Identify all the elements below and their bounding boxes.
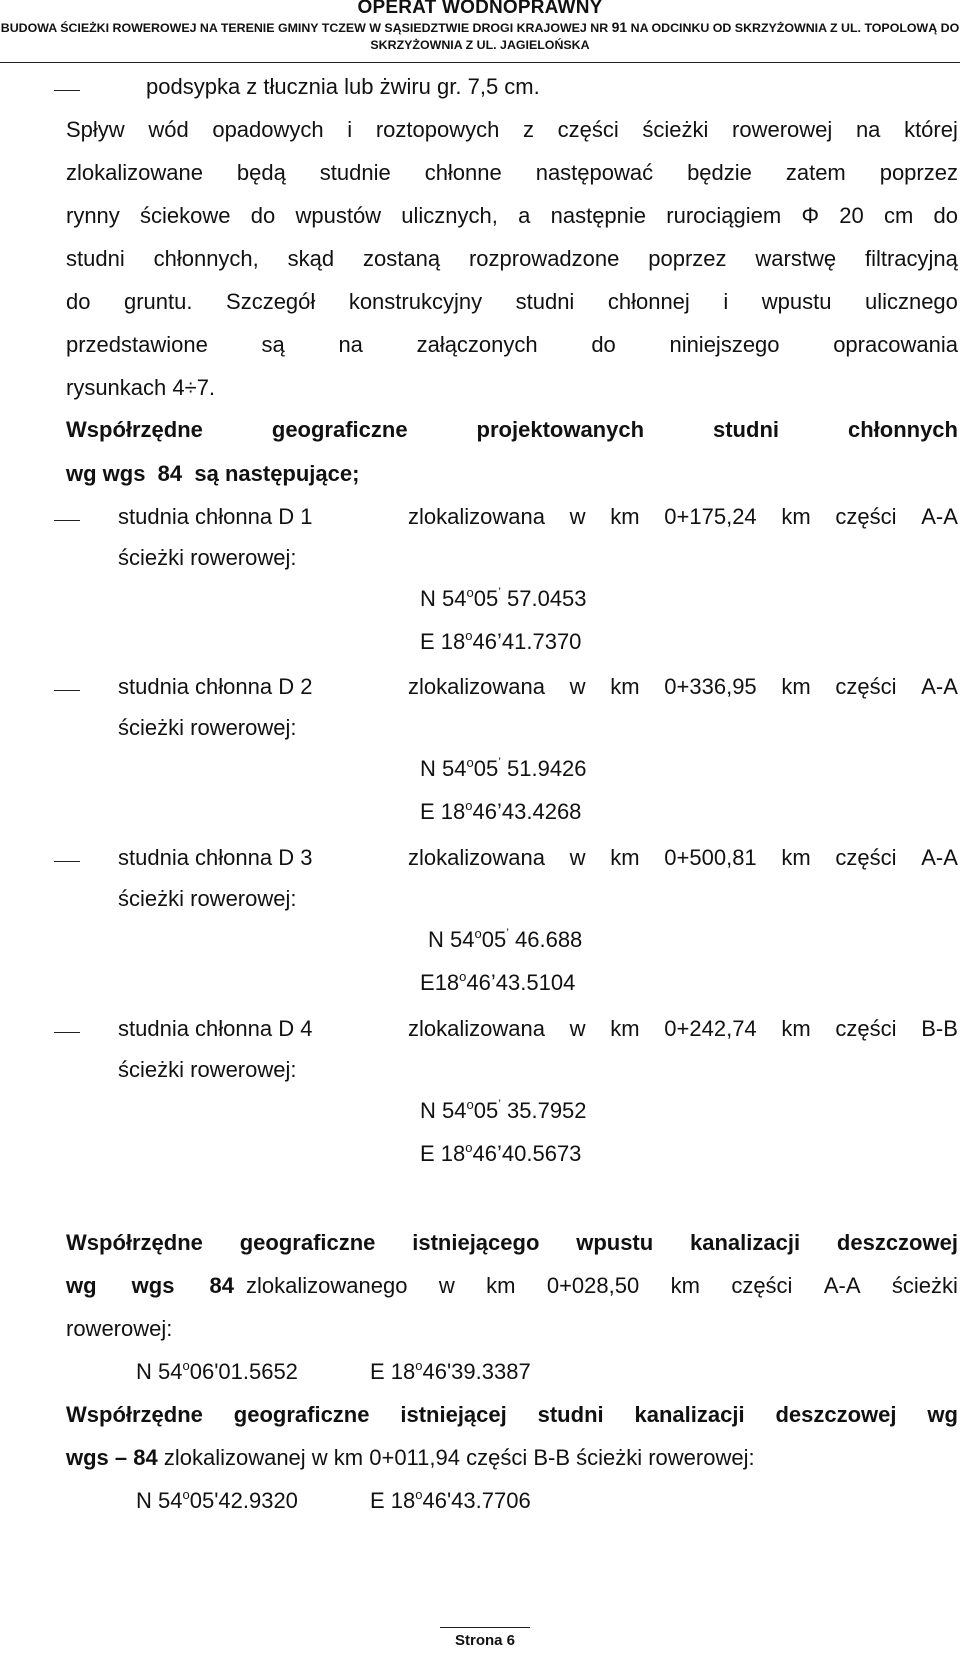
- word: studnie: [319, 160, 391, 185]
- word: zlokalizowanego: [246, 1273, 408, 1298]
- word: chłonne: [424, 160, 502, 185]
- word: w: [569, 845, 586, 870]
- word: 0+500,81: [664, 845, 757, 870]
- section2-coord-n: N 54$^o$06'01.5652: [136, 1358, 298, 1384]
- word: istniejącego: [412, 1230, 540, 1255]
- well-line: studnia chłonna D 3 zlokalizowana w km 0+500,81 km części A-A: [118, 845, 958, 870]
- word: Współrzędne: [66, 1402, 203, 1427]
- para1-line-2: [66, 160, 958, 186]
- para1-line-5: [66, 289, 958, 315]
- word: kanalizacji: [634, 1402, 745, 1427]
- well-line: studnia chłonna D 2 zlokalizowana w km 0+336,95 km części A-A: [118, 674, 958, 699]
- word: km: [670, 1273, 700, 1298]
- word: i: [723, 289, 729, 314]
- word: ulicznego: [864, 289, 958, 314]
- word: wpustu: [576, 1230, 654, 1255]
- word: i: [347, 117, 353, 142]
- document-subtitle-2: SKRZYŻOWNIA Z UL. JAGIELOŃSKA: [370, 38, 590, 52]
- word: następować: [535, 160, 654, 185]
- word: studni: [515, 289, 575, 314]
- word: niniejszego: [669, 332, 780, 357]
- word: opracowania: [833, 332, 958, 357]
- word: poprzez: [879, 160, 958, 185]
- word: Spływ: [66, 117, 125, 142]
- word: roztopowych: [375, 117, 500, 142]
- well-bullet-dash: [54, 690, 80, 691]
- word: przedstawione: [66, 332, 208, 357]
- word: geograficzne: [233, 1402, 370, 1427]
- word: są: [261, 332, 285, 357]
- word: części: [835, 504, 897, 529]
- section3-heading: [66, 1402, 958, 1428]
- word: projektowanych: [476, 417, 645, 442]
- word: zlokalizowana: [408, 845, 545, 870]
- word: na: [338, 332, 363, 357]
- well-line: studnia chłonna D 4 zlokalizowana w km 0+242,74 km części B-B: [118, 1016, 958, 1041]
- word: B-B: [921, 1016, 958, 1041]
- word: warstwę: [755, 246, 837, 271]
- section1-heading-2: wg wgs 84 są następujące;: [66, 461, 360, 486]
- word: wg: [66, 1273, 97, 1298]
- word: A-A: [921, 845, 958, 870]
- word: części: [835, 1016, 897, 1041]
- word: 0+242,74: [664, 1016, 757, 1041]
- word: 0+028,50: [546, 1273, 640, 1298]
- word: rynny: [66, 203, 120, 228]
- word: studni: [66, 246, 125, 271]
- para1-line-6: [66, 332, 958, 358]
- word: cm: [883, 203, 914, 228]
- word: następnie: [550, 203, 647, 228]
- page-number: Strona 6: [454, 1632, 515, 1649]
- para1-line-3: [66, 203, 958, 229]
- word: 0+336,95: [664, 674, 757, 699]
- well-path: ścieżki rowerowej:: [118, 1057, 297, 1082]
- word: chłonnej: [607, 289, 690, 314]
- word: Współrzędne: [66, 1230, 203, 1255]
- well-line: studnia chłonna D 1 zlokalizowana w km 0+175,24 km części A-A: [118, 504, 958, 529]
- word: Współrzędne: [66, 417, 203, 442]
- word: a: [518, 203, 531, 228]
- well-coord-e: E18$^o$46’43.5104: [420, 969, 576, 995]
- word: km: [781, 504, 811, 529]
- word: w: [569, 1016, 586, 1041]
- word: zostaną: [363, 246, 441, 271]
- word: z: [522, 117, 534, 142]
- bullet-dash: [54, 90, 80, 91]
- word: w: [569, 504, 586, 529]
- word: będą: [236, 160, 286, 185]
- word: km: [486, 1273, 516, 1298]
- word: km: [610, 1016, 640, 1041]
- word: zlokalizowane: [66, 160, 203, 185]
- word: do: [933, 203, 958, 228]
- word: wgs: [131, 1273, 175, 1298]
- word: Φ: [801, 203, 819, 228]
- word: zlokalizowana: [408, 1016, 545, 1041]
- word: rowerowej: [732, 117, 833, 142]
- word: chłonnych,: [153, 246, 259, 271]
- word: części: [835, 845, 897, 870]
- word: gruntu.: [124, 289, 193, 314]
- word: części: [835, 674, 897, 699]
- document-title: OPERAT WODNOPRAWNY: [357, 0, 603, 18]
- word: 20: [839, 203, 864, 228]
- well-path: ścieżki rowerowej:: [118, 715, 297, 740]
- word: skąd: [287, 246, 335, 271]
- word: 84: [209, 1273, 234, 1298]
- word: studni: [713, 417, 779, 442]
- word: chłonnych: [847, 417, 958, 442]
- word: części: [731, 1273, 793, 1298]
- well-coord-e: E 18$^o$46’43.4268: [420, 798, 582, 824]
- para1-line-7: rysunkach 4÷7.: [66, 375, 216, 400]
- word: załączonych: [416, 332, 538, 357]
- word: zlokalizowana: [408, 504, 545, 529]
- word: rozprowadzone: [468, 246, 620, 271]
- word: ścieżki: [891, 1273, 958, 1298]
- word: zatem: [785, 160, 846, 185]
- section3-line-2: wgs – 84 zlokalizowanej w km 0+011,94 części B-B ścieżki rowerowej:: [66, 1445, 755, 1470]
- well-coord-n: N 54$^o$05’ 57.0453: [420, 585, 587, 611]
- footer-rule: [440, 1627, 530, 1628]
- word: wód: [148, 117, 189, 142]
- section2-coord-e: E 18$^o$46'39.3387: [370, 1358, 531, 1384]
- word: km: [610, 845, 640, 870]
- word: w: [569, 674, 586, 699]
- word: w: [438, 1273, 455, 1298]
- section3-coord-e: E 18$^o$46'43.7706: [370, 1487, 531, 1513]
- word: do: [591, 332, 616, 357]
- page-header: [0, 0, 960, 54]
- word: deszczowej: [836, 1230, 958, 1255]
- word: poprzez: [648, 246, 727, 271]
- word: do: [66, 289, 91, 314]
- header-rule: [0, 62, 960, 63]
- section3-coord-n: N 54$^o$05'42.9320: [136, 1487, 298, 1513]
- well-coord-n: N 54$^o$05’ 46.688: [428, 926, 583, 952]
- word: 0+175,24: [664, 504, 757, 529]
- well-coord-e: E 18$^o$46’41.7370: [420, 628, 582, 654]
- word: A-A: [921, 504, 958, 529]
- word: filtracyjną: [864, 246, 958, 271]
- word: rurociągiem: [666, 203, 782, 228]
- word: Szczegół: [226, 289, 316, 314]
- section2-line-3: rowerowej:: [66, 1316, 173, 1341]
- word: A-A: [823, 1273, 861, 1298]
- bullet-text: podsypka z tłucznia lub żwiru gr. 7,5 cm.: [146, 74, 540, 99]
- word: zlokalizowana: [408, 674, 545, 699]
- word: km: [610, 674, 640, 699]
- word: studni: [537, 1402, 604, 1427]
- word: A-A: [921, 674, 958, 699]
- well-coord-e: E 18$^o$46’40.5673: [420, 1140, 582, 1166]
- word: kanalizacji: [690, 1230, 801, 1255]
- well-path: ścieżki rowerowej:: [118, 545, 297, 570]
- word: wpustów: [295, 203, 382, 228]
- document-subtitle: BUDOWA ŚCIEŻKI ROWEROWEJ NA TERENIE GMINY TCZEW W SĄSIEDZTWIE DROGI KRAJOWEJ NR 91 NA ODCINKU OD SKRZYŻOWNIA Z UL. TOPOLOWĄ DO: [0, 19, 960, 35]
- well-path: ścieżki rowerowej:: [118, 886, 297, 911]
- section2-heading: [66, 1230, 958, 1256]
- word: ulicznych,: [401, 203, 498, 228]
- word: ściekowe: [140, 203, 231, 228]
- well-bullet-dash: [54, 1032, 80, 1033]
- word: na: [855, 117, 881, 142]
- word: konstrukcyjny: [348, 289, 483, 314]
- word: deszczowej: [775, 1402, 897, 1427]
- word: do: [250, 203, 276, 228]
- section2-line-2: [66, 1273, 958, 1299]
- word: km: [610, 504, 640, 529]
- well-bullet-dash: [54, 861, 80, 862]
- section1-heading: [66, 417, 958, 443]
- word: będzie: [687, 160, 752, 185]
- word: geograficzne: [239, 1230, 376, 1255]
- word: km: [781, 1016, 811, 1041]
- para1-line-4: [66, 246, 958, 272]
- word: wg: [927, 1402, 958, 1427]
- word: części: [557, 117, 619, 142]
- word: wpustu: [761, 289, 832, 314]
- word: której: [904, 117, 958, 142]
- well-coord-n: N 54$^o$05’ 51.9426: [420, 755, 587, 781]
- para1-line-1: [66, 117, 958, 143]
- word: geograficzne: [271, 417, 408, 442]
- word: km: [781, 674, 811, 699]
- well-coord-n: N 54$^o$05’ 35.7952: [420, 1097, 587, 1123]
- word: istniejącej: [400, 1402, 507, 1427]
- word: ścieżki: [642, 117, 709, 142]
- word: opadowych: [212, 117, 324, 142]
- well-bullet-dash: [54, 520, 80, 521]
- word: km: [781, 845, 811, 870]
